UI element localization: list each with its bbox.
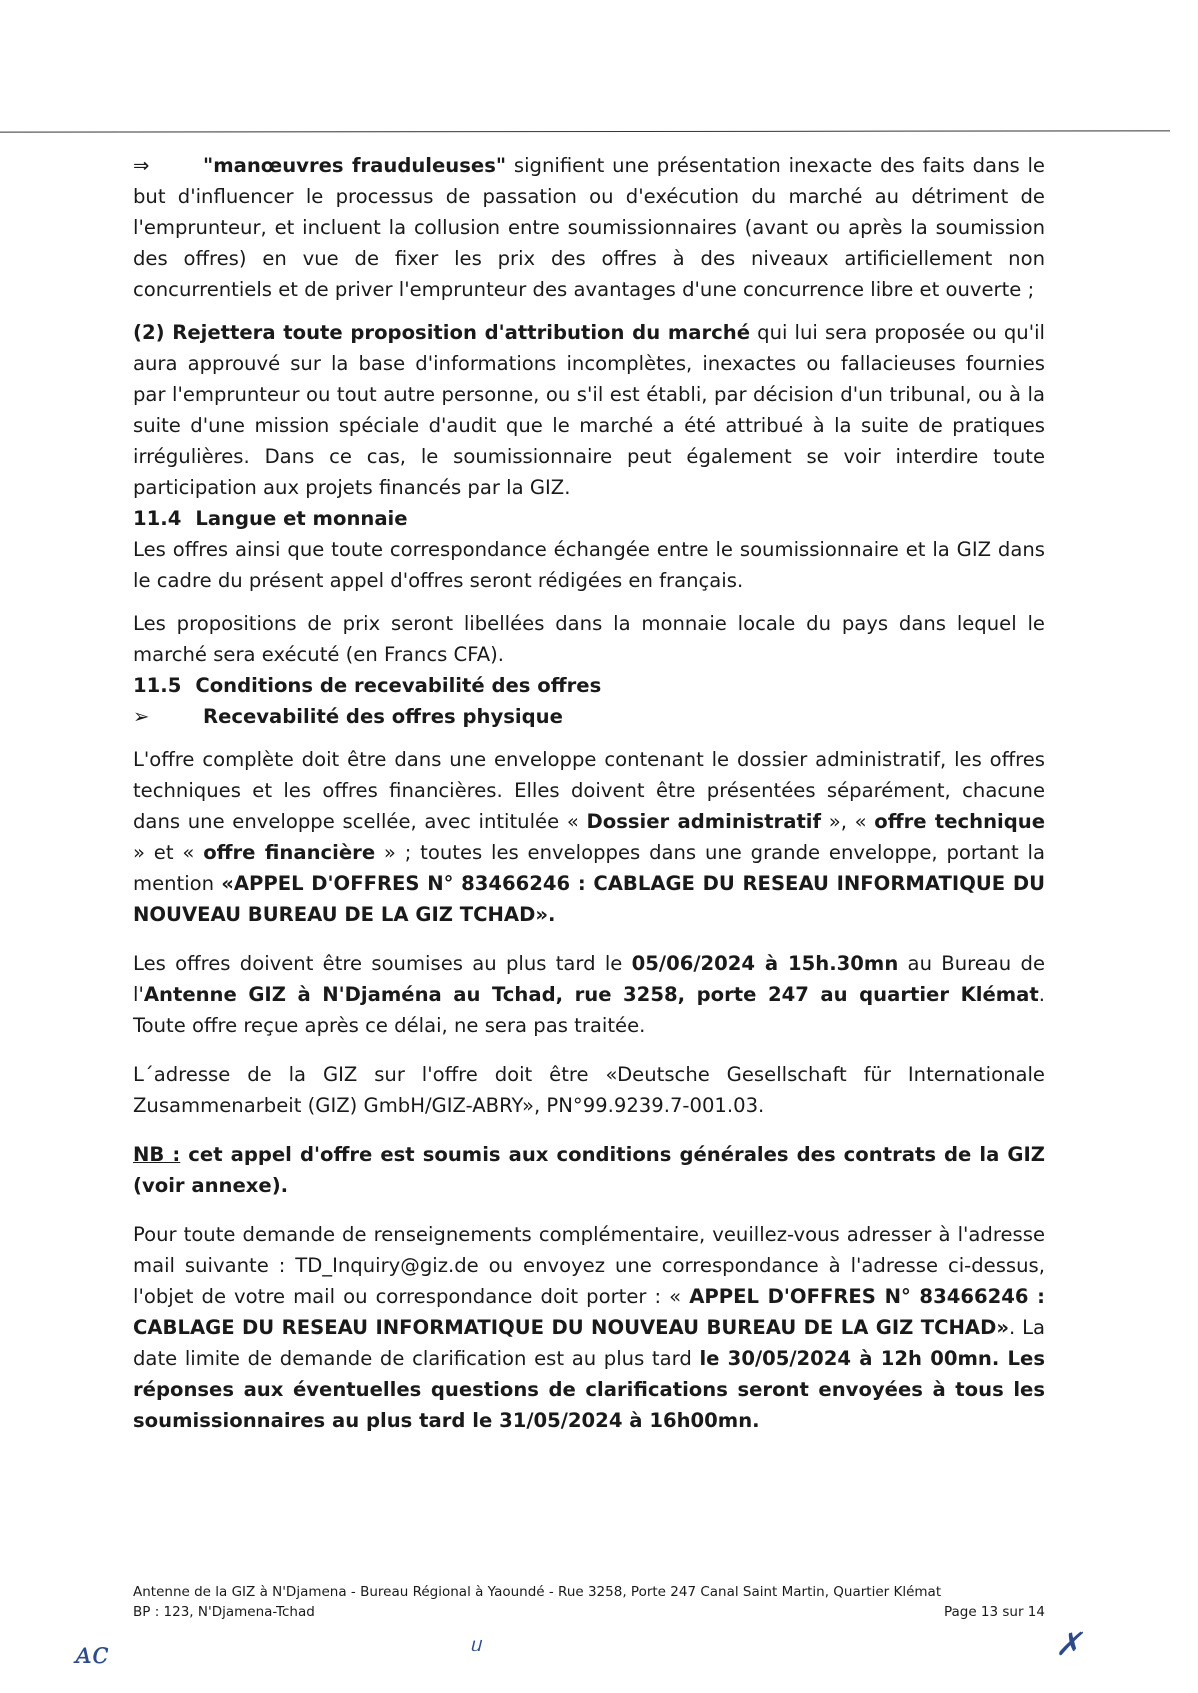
paragraph-language: Les offres ainsi que toute correspondance échangée entre le soumissionnaire et la GIZ dans le cadre du présent appel d'offres seront rédigées en français.: [133, 538, 1045, 592]
footer-bp: BP : 123, N'Djamena-Tchad: [133, 1604, 315, 1620]
bullet-heading-physical-offers: ➢ Recevabilité des offres physique: [133, 701, 1045, 732]
initials-center: ᥙ: [470, 1632, 481, 1656]
initials-left: ᴀϲ: [75, 1636, 109, 1671]
paragraph-rejection: (2) Rejettera toute proposition d'attribution du marché qui lui sera proposée ou qu'il aura approuvé sur la base d'informations incomplètes, inexactes ou fallacieuses fournies par l'emprunteur ou tout autre personne, ou s'il est établi, par décision d'un tribunal, ou à la suite d'une mission spéciale d'audit que le marché a été attribué à la suite de pratiques irrégulières. Dans ce cas, le soumissionnaire peut également se voir interdire toute participation aux projets financés par la GIZ.: [133, 321, 1045, 499]
page-footer: [133, 1582, 1045, 1622]
section-heading-11-5: 11.5 Conditions de recevabilité des offres: [133, 674, 602, 697]
initials-right: ✗: [1055, 1625, 1082, 1663]
paragraph-giz-address: L´adresse de la GIZ sur l'offre doit être «Deutsche Gesellschaft für Internationale Zusammenarbeit (GIZ) GmbH/GIZ-ABRY», PN°99.9239.7-001.03.: [133, 1063, 1045, 1117]
paragraph-currency: Les propositions de prix seront libellées dans la monnaie locale du pays dans lequel le marché sera exécuté (en Francs CFA).: [133, 612, 1045, 666]
paragraph-nb: NB : cet appel d'offre est soumis aux conditions générales des contrats de la GIZ (voir annexe).: [133, 1143, 1045, 1197]
paragraph-inquiry: Pour toute demande de renseignements complémentaire, veuillez-vous adresser à l'adresse mail suivante : TD_Inquiry@giz.de ou envoyez une correspondance à l'adresse ci-dessus, l'objet de votre mail ou correspondance doit porter : « APPEL D'OFFRES N° 83466246 : CABLAGE DU RESEAU INFORMATIQUE DU NOUVEAU BUREAU DE LA GIZ TCHAD». La date limite de demande de clarification est au plus tard le 30/05/2024 à 12h 00mn. Les réponses aux éventuelles questions de clarifications seront envoyées à tous les soumissionnaires au plus tard le 31/05/2024 à 16h00mn.: [133, 1223, 1045, 1432]
document-body: [133, 150, 1045, 1436]
paragraph-deadline: Les offres doivent être soumises au plus tard le 05/06/2024 à 15h.30mn au Bureau de l'Antenne GIZ à N'Djaména au Tchad, rue 3258, porte 247 au quartier Klémat. Toute offre reçue après ce délai, ne sera pas traitée.: [133, 952, 1045, 1037]
header-rule: [0, 130, 1170, 132]
paragraph-envelope: L'offre complète doit être dans une enveloppe contenant le dossier administratif, les offres techniques et les offres financières. Elles doivent être présentées séparément, chacune dans une enveloppe scellée, avec intitulée « Dossier administratif », « offre technique » et « offre financière » ; toutes les enveloppes dans une grande enveloppe, portant la mention «APPEL D'OFFRES N° 83466246 : CABLAGE DU RESEAU INFORMATIQUE DU NOUVEAU BUREAU DE LA GIZ TCHAD».: [133, 748, 1046, 926]
page-number: Page 13 sur 14: [943, 1604, 1045, 1620]
paragraph-fraudulent-maneuvers: ⇒ "manœuvres frauduleuses" signifient une présentation inexacte des faits dans le but d'influencer le processus de passation ou d'exécution du marché au détriment de l'emprunteur, et incluent la collusion entre soumissionnaires (avant ou après la soumission des offres) en vue de fixer les prix des offres à des niveaux artificiellement non concurrentiels et de priver l'emprunteur des avantages d'une concurrence libre et ouverte ;: [133, 150, 1045, 305]
footer-address: Antenne de la GIZ à N'Djamena - Bureau Régional à Yaoundé - Rue 3258, Porte 247 Canal Saint Martin, Quartier Klémat: [133, 1584, 942, 1600]
arrow-icon: ⇒: [133, 154, 150, 177]
section-heading-11-4: 11.4 Langue et monnaie: [133, 507, 408, 530]
term-fraudulent-maneuvers: "manœuvres frauduleuses": [203, 154, 507, 177]
inquiry-email-link[interactable]: TD_Inquiry@giz.de: [295, 1254, 479, 1277]
bullet-arrow-icon: ➢: [133, 705, 150, 728]
